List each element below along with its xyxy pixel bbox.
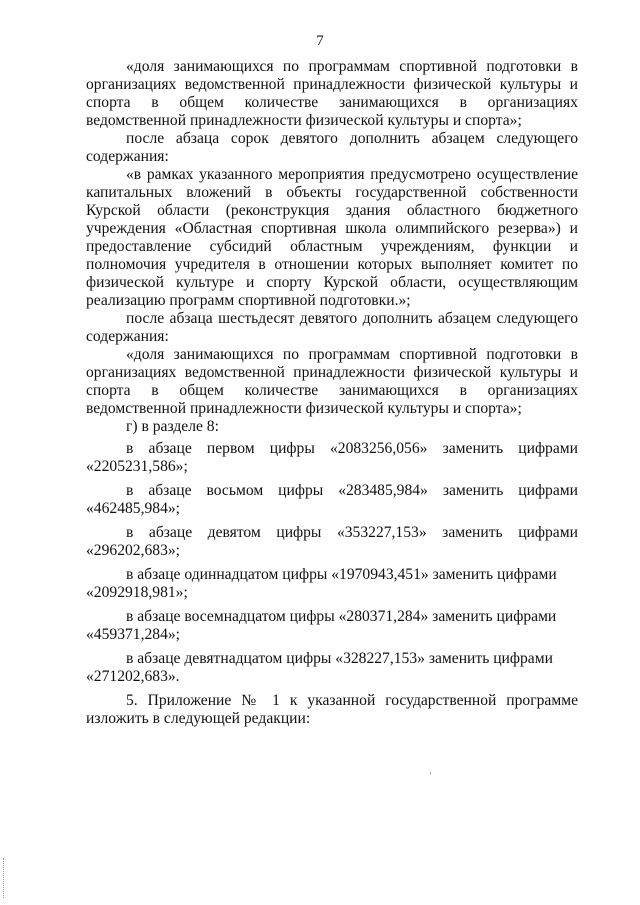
- paragraph-7: 5. Приложение № 1 к указанной государственной программе изложить в следующей редакции:: [86, 692, 578, 727]
- paragraph-2: после абзаца сорок девятого дополнить абзацем следующего содержания:: [86, 130, 578, 165]
- amendment-line: в абзаце первом цифры «2083256,056» заменить цифрами: [126, 440, 578, 457]
- scan-speck: [430, 772, 431, 775]
- amendment-2: [86, 482, 578, 518]
- document-body: [86, 58, 578, 728]
- amendment-line: в абзаце восьмом цифры «283485,984» заменить цифрами: [126, 482, 578, 499]
- paragraph-4: после абзаца шестьдесят девятого дополнить абзацем следующего содержания:: [86, 310, 578, 345]
- amendment-continuation: «2205231,586»;: [86, 458, 188, 475]
- amendment-4: [86, 566, 578, 602]
- amendment-line: в абзаце девятнадцатом цифры «328227,153» заменить цифрами: [126, 650, 553, 667]
- amendment-line: в абзаце восемнадцатом цифры «280371,284» заменить цифрами: [126, 608, 557, 625]
- paragraph-1: «доля занимающихся по программам спортивной подготовки в организациях ведомственной принадлежности физической культуры и спорта в общем количестве занимающихся в организациях ведомственной принадлежности физической культуры и спорта»;: [86, 58, 578, 129]
- amendment-continuation: «296202,683»;: [86, 542, 180, 559]
- amendment-line: в абзаце девятом цифры «353227,153» заменить цифрами: [126, 524, 578, 541]
- amendment-continuation: «459371,284»;: [86, 626, 180, 643]
- amendment-line: в абзаце одиннадцатом цифры «1970943,451» заменить цифрами: [126, 566, 557, 583]
- page-number: 7: [316, 33, 324, 49]
- scan-edge-mark: [3, 858, 5, 898]
- paragraph-3: «в рамках указанного мероприятия предусмотрено осуществление капитальных вложений в объекты государственной собственности Курской области (реконструкция здания областного бюджетного учреждения «Областная спортивная школа олимпийского резерва») и предоставление субсидий областным учреждениям, функции и полномочия учредителя в отношении которых выполняет комитет по физической культуре и спорту Курской области, осуществляющим реализацию программ спортивной подготовки.»;: [86, 166, 578, 309]
- amendment-continuation: «2092918,981»;: [86, 584, 188, 601]
- amendment-continuation: «271202,683».: [86, 668, 180, 685]
- paragraph-6: г) в разделе 8:: [126, 418, 219, 435]
- amendment-3: [86, 524, 578, 560]
- amendment-1: [86, 440, 578, 476]
- amendment-5: [86, 608, 578, 644]
- amendment-continuation: «462485,984»;: [86, 500, 180, 517]
- paragraph-5: «доля занимающихся по программам спортивной подготовки в организациях ведомственной принадлежности физической культуры и спорта в общем количестве занимающихся в организациях ведомственной принадлежности физической культуры и спорта»;: [86, 346, 578, 417]
- amendment-6: [86, 650, 578, 686]
